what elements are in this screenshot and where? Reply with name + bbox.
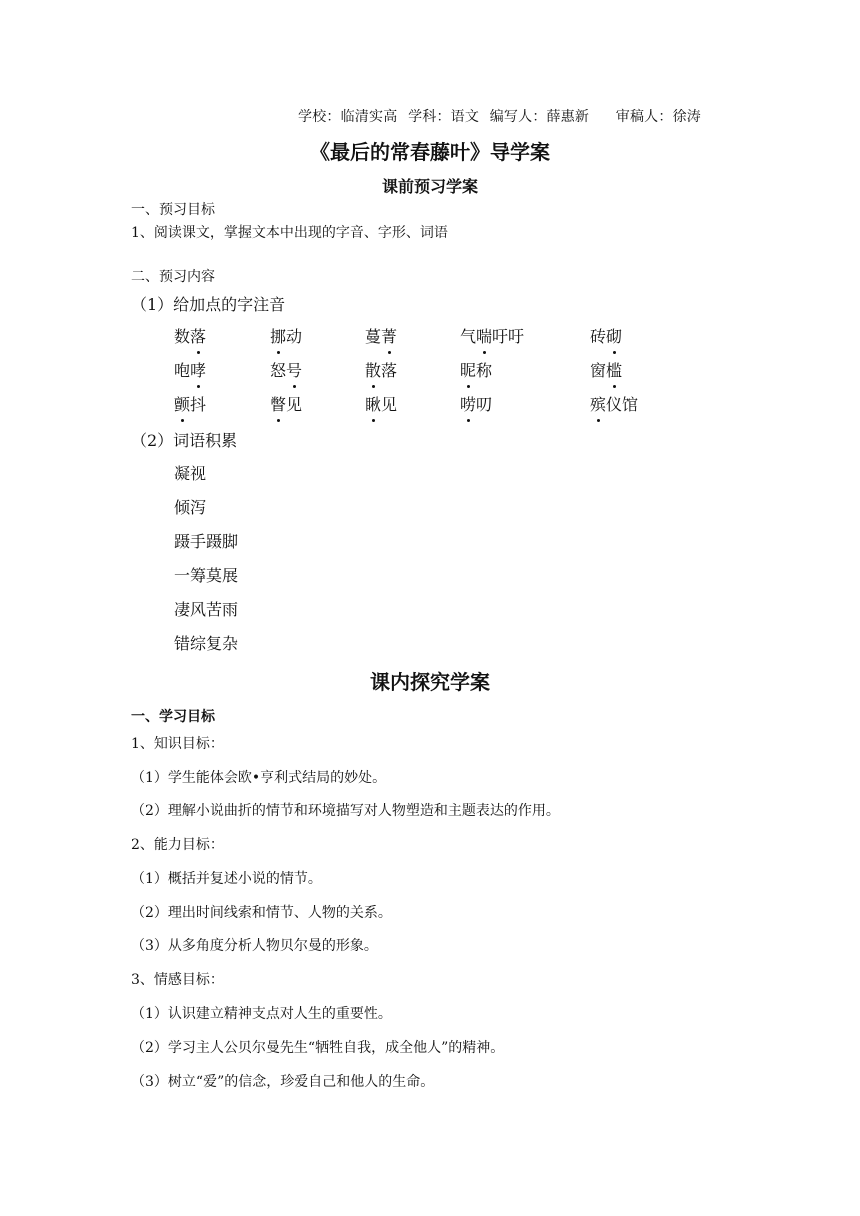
pinyin-word — [590, 392, 638, 415]
pinyin-word — [174, 392, 206, 415]
dotted-character: 落 — [190, 324, 206, 347]
vocab-item: 凝视 — [174, 464, 207, 483]
dotted-character: 槛 — [606, 358, 622, 381]
objective-line: （3）树立“爱”的信念，珍爱自己和他人的生命。 — [131, 1074, 435, 1090]
reviewer-label: 审稿人：徐涛 — [615, 109, 701, 125]
dotted-character: 号 — [286, 358, 302, 381]
dotted-character: 殡 — [590, 392, 606, 415]
objective-line: （1）认识建立精神支点对人生的重要性。 — [131, 1006, 392, 1022]
word-part: 仪馆 — [606, 395, 639, 414]
dotted-character: 哮 — [190, 358, 206, 381]
vocab-item: 一筹莫展 — [174, 566, 239, 585]
pinyin-word — [590, 324, 622, 347]
pinyin-word — [270, 324, 302, 347]
pinyin-word — [460, 324, 524, 347]
objective-line: （2）理出时间线索和情节、人物的关系。 — [131, 905, 392, 921]
word-part: 落 — [381, 361, 398, 380]
preview-goal-item: 1、阅读课文，掌握文本中出现的字音、字形、词语 — [131, 225, 448, 241]
objective-line: 3、情感目标： — [131, 972, 224, 988]
word-part: 见 — [381, 395, 398, 414]
pinyin-word — [174, 358, 206, 381]
word-part: 吁吁 — [492, 327, 525, 346]
dotted-character: 砌 — [606, 324, 622, 347]
pinyin-word — [460, 392, 492, 415]
dotted-character: 颤 — [174, 392, 190, 415]
word-part: 数 — [174, 327, 191, 346]
pinyin-word — [365, 358, 397, 381]
dotted-character: 唠 — [460, 392, 476, 415]
author-label: 编写人：薛惠新 — [489, 109, 590, 125]
objective-line: （1）学生能体会欧•亨利式结局的妙处。 — [131, 770, 387, 786]
dotted-character: 喘 — [476, 324, 492, 347]
dotted-character: 菁 — [381, 324, 397, 347]
objective-line: 1、知识目标： — [131, 736, 224, 752]
explore-goal-heading: 一、学习目标 — [131, 709, 215, 725]
document-title: 《最后的常春藤叶》导学案 — [310, 140, 550, 164]
vocab-heading: （2）词语积累 — [131, 431, 238, 450]
word-part: 蔓 — [365, 327, 382, 346]
objective-line: （1）概括并复述小说的情节。 — [131, 871, 322, 887]
word-part: 气 — [460, 327, 477, 346]
pinyin-word — [460, 358, 492, 381]
pinyin-word — [270, 392, 302, 415]
dotted-character: 挪 — [270, 324, 286, 347]
word-part: 怒 — [270, 361, 287, 380]
vocab-item: 错综复杂 — [174, 634, 239, 653]
pinyin-word — [365, 392, 397, 415]
word-part: 动 — [286, 327, 303, 346]
pinyin-word — [365, 324, 397, 347]
pinyin-heading: （1）给加点的字注音 — [131, 295, 286, 314]
word-part: 抖 — [190, 395, 207, 414]
word-part: 窗 — [590, 361, 607, 380]
preview-goal-heading: 一、预习目标 — [131, 202, 215, 218]
word-part: 叨 — [476, 395, 493, 414]
preview-heading: 课前预习学案 — [381, 177, 478, 196]
pinyin-word — [270, 358, 302, 381]
dotted-character: 昵 — [460, 358, 476, 381]
word-part: 称 — [476, 361, 493, 380]
header-meta — [298, 106, 701, 126]
word-part: 见 — [286, 395, 303, 414]
objective-line: （2）理解小说曲折的情节和环境描写对人物塑造和主题表达的作用。 — [131, 803, 560, 819]
preview-content-heading: 二、预习内容 — [131, 269, 215, 285]
objective-line: （2）学习主人公贝尔曼先生“牺牲自我，成全他人”的精神。 — [131, 1040, 505, 1056]
pinyin-word — [590, 358, 622, 381]
pinyin-word — [174, 324, 206, 347]
dotted-character: 散 — [365, 358, 381, 381]
word-part: 砖 — [590, 327, 607, 346]
objective-line: 2、能力目标： — [131, 837, 224, 853]
objective-line: （3）从多角度分析人物贝尔曼的形象。 — [131, 938, 378, 954]
subject-label: 学科：语文 — [408, 109, 480, 125]
dotted-character: 瞥 — [270, 392, 286, 415]
explore-heading: 课内探究学案 — [370, 670, 490, 694]
vocab-item: 凄风苦雨 — [174, 600, 239, 619]
dotted-character: 瞅 — [365, 392, 381, 415]
school-label: 学校：临清实高 — [298, 109, 398, 125]
vocab-item: 蹑手蹑脚 — [174, 532, 239, 551]
word-part: 咆 — [174, 361, 191, 380]
vocab-item: 倾泻 — [174, 498, 207, 517]
